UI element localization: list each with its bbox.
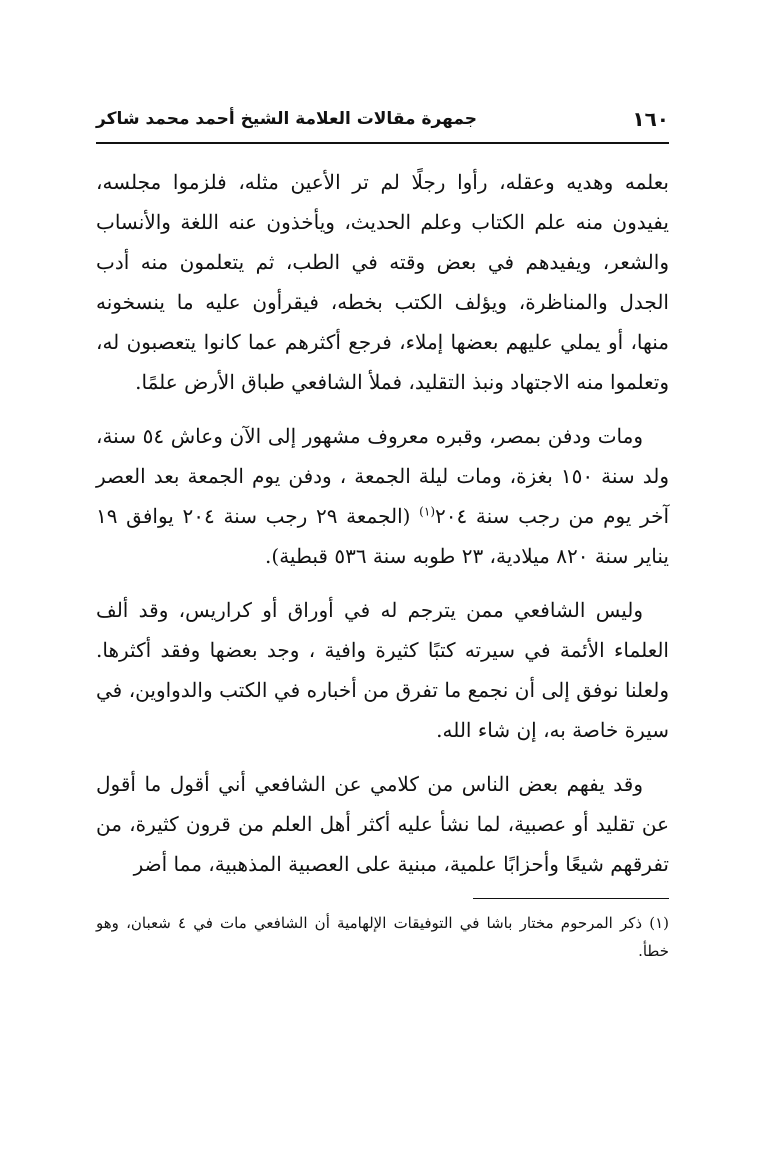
footnote-divider — [473, 898, 669, 899]
running-title: جمهرة مقالات العلامة الشيخ أحمد محمد شاكر — [96, 109, 477, 129]
body-text — [96, 162, 669, 884]
page-number: ١٦٠ — [632, 107, 669, 131]
paragraph-3: وليس الشافعي ممن يترجم له في أوراق أو كراريس، وقد ألف العلماء الأئمة في سيرته كتبًا كثيرة وافية ، وجد بعضها وفقد أكثرها. ولعلنا نوفق إلى أن نجمع ما تفرق من أخباره في الكتب والدواوين، في سيرة خاصة به، إن شاء الله. — [96, 598, 669, 742]
footnote-marker: (١) — [419, 504, 435, 519]
paragraph-1: بعلمه وهديه وعقله، رأوا رجلًا لم تر الأعين مثله، فلزموا مجلسه، يفيدون منه علم الكتاب وعلم الحديث، ويأخذون عنه اللغة والأنساب والشعر، ويفيدهم في بعض وقته في الطب، ثم يتعلمون منه أدب الجدل والمناظرة، ويؤلف الكتب بخطه، فيقرأون عليه ما ينسخونه منها، أو يملي عليهم بعضها إملاء، فرجع أكثرهم عما كانوا يتعصبون له، وتعلموا منه الاجتهاد ونبذ التقليد، فملأ الشافعي طباق الأرض علمًا. — [96, 170, 669, 394]
paragraph-2-text-a: ومات ودفن بمصر، وقبره معروف مشهور إلى الآن وعاش ٥٤ سنة، ولد سنة ١٥٠ بغزة، ومات ليلة الجمعة ، ودفن يوم الجمعة بعد العصر آخر يوم من رجب سنة ٢٠٤ — [96, 424, 669, 528]
book-page — [96, 96, 669, 1136]
paragraph-2 — [96, 416, 669, 576]
page-header — [96, 96, 669, 144]
paragraph-4: وقد يفهم بعض الناس من كلامي عن الشافعي أني أقول ما أقول عن تقليد أو عصبية، لما نشأ عليه أكثر أهل العلم من قرون كثيرة، من تفرقهم شيعًا وأحزابًا علمية، مبنية على العصبية المذهبية، مما أضر — [96, 772, 669, 876]
footnote: (١) ذكر المرحوم مختار باشا في التوفيقات الإلهامية أن الشافعي مات في ٤ شعبان، وهو خطأ. — [96, 914, 669, 960]
paragraph-2-text-b: (الجمعة ٢٩ رجب سنة ٢٠٤ يوافق ١٩ يناير سنة ٨٢٠ ميلادية، ٢٣ طوبه سنة ٥٣٦ قبطية). — [96, 504, 669, 568]
